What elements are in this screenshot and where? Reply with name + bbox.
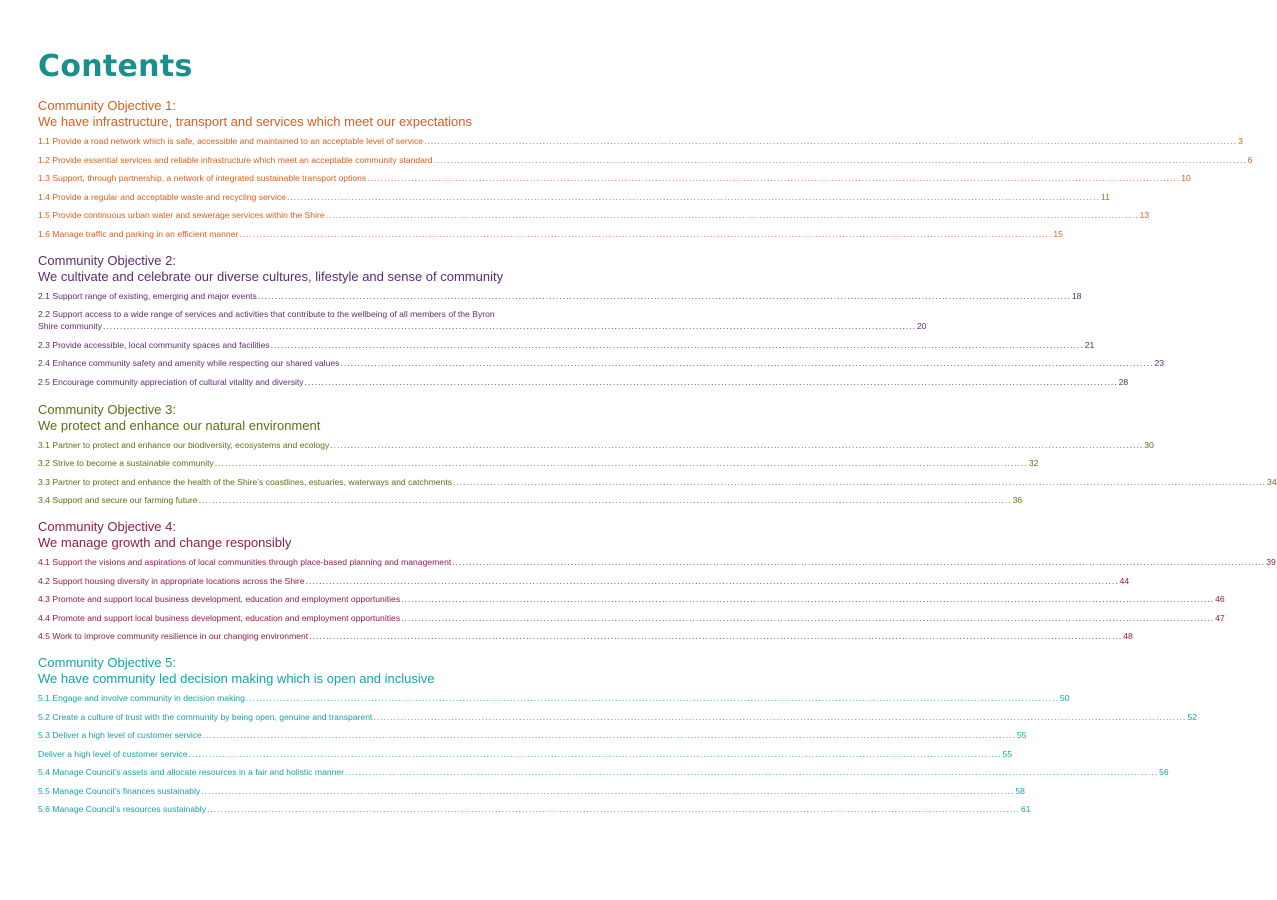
toc-entry-text: 3.4 Support and secure our farming future: [38, 495, 198, 505]
toc-entry-text: 2.5 Encourage community appreciation of cultural vitality and diversity: [38, 376, 304, 387]
toc-entry[interactable]: [38, 154, 1253, 165]
dot-leader: [306, 576, 1119, 586]
objective-heading: Community Objective 3:: [38, 401, 176, 417]
page-number: 55: [1016, 730, 1027, 740]
toc-entry[interactable]: [38, 136, 1243, 146]
toc-entry[interactable]: [38, 767, 1169, 777]
dot-leader: [326, 210, 1139, 220]
toc-entry-text: 1.6 Manage traffic and parking in an efficient manner: [38, 228, 239, 239]
objective-subheading: We protect and enhance our natural environment: [38, 417, 321, 433]
dot-leader: [215, 458, 1028, 468]
dot-leader: [434, 155, 1247, 165]
objective-heading: Community Objective 4:: [38, 519, 176, 534]
toc-entry[interactable]: [38, 804, 1031, 814]
objective-subheading: We have infrastructure, transport and services which meet our expectations: [38, 114, 473, 129]
page-number: 44: [1119, 575, 1130, 586]
toc-entry-text: 5.2 Create a culture of trust with the community by being open, genuine and transparent: [38, 711, 373, 722]
toc-entry[interactable]: [38, 191, 1110, 202]
page-number: 48: [1123, 631, 1133, 641]
dot-leader: [258, 291, 1071, 301]
page-number: 39: [1266, 557, 1276, 567]
toc-entry-text: 4.1 Support the visions and aspirations of local communities through place-based planning and management: [38, 557, 452, 567]
toc-entry[interactable]: [38, 594, 1225, 604]
contents-list: [38, 98, 1277, 814]
toc-entry[interactable]: [38, 309, 927, 331]
page-number: 23: [1154, 358, 1165, 368]
toc-entry-text: 2.4 Enhance community safety and amenity while respecting our shared values: [38, 358, 340, 368]
dot-leader: [103, 321, 916, 331]
toc-entry[interactable]: [38, 785, 1025, 796]
toc-entry-text: 3.2 Strive to become a sustainable community: [38, 458, 214, 468]
dot-leader: [201, 786, 1014, 796]
dot-leader: [199, 495, 1012, 505]
dot-leader: [203, 730, 1016, 740]
objective-section-2: [38, 252, 1165, 387]
page-number: 32: [1028, 458, 1039, 468]
dot-leader: [453, 477, 1266, 487]
dot-leader: [330, 440, 1143, 450]
toc-entry-text: 5.6 Manage Council’s resources sustainably: [38, 804, 206, 814]
objective-heading: Community Objective 5:: [38, 655, 176, 670]
dot-leader: [309, 631, 1122, 641]
dot-leader: [207, 804, 1020, 814]
page-number: 58: [1015, 785, 1025, 796]
toc-entry[interactable]: [38, 290, 1082, 301]
page-number: 56: [1159, 767, 1169, 777]
toc-entry-text: 5.1 Engage and involve community in decision making: [38, 693, 245, 703]
page-number: 50: [1059, 693, 1070, 703]
toc-entry[interactable]: [38, 476, 1277, 487]
dot-leader: [305, 377, 1118, 387]
toc-entry-text: 5.5 Manage Council’s finances sustainably: [38, 785, 201, 796]
page-number: 28: [1118, 376, 1129, 387]
toc-entry[interactable]: [38, 575, 1130, 586]
page-number: 52: [1187, 711, 1197, 722]
toc-entry-text: 4.3 Promote and support local business development, education and employment opportunities: [38, 594, 401, 604]
page-number: 18: [1071, 290, 1082, 301]
dot-leader: [345, 767, 1158, 777]
page-number: 30: [1144, 439, 1154, 450]
dot-leader: [401, 613, 1214, 623]
toc-entry-text: 4.5 Work to improve community resilience in our changing environment: [38, 631, 309, 641]
page-number: 36: [1012, 495, 1023, 505]
dot-leader: [424, 136, 1237, 146]
toc-entry[interactable]: [38, 495, 1023, 505]
page-number: 11: [1100, 191, 1110, 202]
toc-entry[interactable]: [38, 730, 1027, 740]
toc-entry[interactable]: [38, 228, 1063, 239]
toc-entry[interactable]: [38, 612, 1225, 623]
page-number: 21: [1084, 339, 1095, 350]
page-number: 10: [1181, 173, 1191, 183]
toc-entry-text: 1.4 Provide a regular and acceptable waste and recycling service: [38, 191, 286, 202]
dot-leader: [367, 173, 1180, 183]
contents-page: [38, 49, 1277, 823]
dot-leader: [239, 229, 1052, 239]
toc-entry-text: 4.2 Support housing diversity in appropriate locations across the Shire: [38, 575, 305, 586]
toc-entry-text: 2.3 Provide accessible, local community spaces and facilities: [38, 339, 270, 350]
page-title: Contents: [38, 49, 193, 84]
page-number: 61: [1021, 804, 1031, 814]
toc-entry[interactable]: [38, 557, 1276, 567]
toc-entry[interactable]: [38, 693, 1070, 703]
objective-section-3: [38, 401, 1277, 506]
objective-subheading: We have community led decision making which is open and inclusive: [38, 671, 435, 686]
toc-entry-text: 5.4 Manage Council’s assets and allocate resources in a fair and holistic manner: [38, 767, 345, 777]
toc-entry-text: 3.3 Partner to protect and enhance the health of the Shire’s coastlines, estuaries, waterways and catchments: [38, 476, 453, 487]
objective-subheading: We manage growth and change responsibly: [38, 535, 292, 550]
toc-entry[interactable]: [38, 748, 1013, 759]
toc-entry-text: 1.5 Provide continuous urban water and sewerage services within the Shire: [38, 210, 325, 220]
page-number: 20: [917, 321, 927, 331]
page-number: 47: [1215, 612, 1225, 623]
toc-entry-text: 1.1 Provide a road network which is safe, accessible and maintained to an acceptable level of service: [38, 136, 424, 146]
page-number: 55: [1002, 748, 1013, 759]
toc-entry[interactable]: [38, 339, 1095, 350]
toc-entry-text: 4.4 Promote and support local business development, education and employment opportunities: [38, 612, 401, 623]
page-number: 15: [1053, 228, 1063, 239]
objective-section-4: [38, 519, 1276, 641]
dot-leader: [340, 358, 1153, 368]
toc-entry[interactable]: [38, 358, 1165, 368]
toc-entry[interactable]: [38, 173, 1191, 183]
toc-entry[interactable]: [38, 631, 1133, 641]
page-number: 6: [1247, 154, 1253, 165]
dot-leader: [401, 594, 1214, 604]
toc-entry[interactable]: [38, 376, 1129, 387]
dot-leader: [189, 749, 1002, 759]
dot-leader: [246, 693, 1059, 703]
toc-entry-text: 1.2 Provide essential services and reliable infrastructure which meet an acceptable community standard: [38, 154, 433, 165]
dot-leader: [452, 557, 1265, 567]
toc-entry[interactable]: [38, 210, 1150, 220]
toc-entry-text: 3.1 Partner to protect and enhance our biodiversity, ecosystems and ecology: [38, 439, 330, 450]
toc-entry-text: Deliver a high level of customer service: [38, 748, 188, 759]
toc-entry[interactable]: [38, 439, 1154, 450]
dot-leader: [373, 712, 1186, 722]
toc-entry-text: 5.3 Deliver a high level of customer service: [38, 730, 202, 740]
toc-entry-text: 1.3 Support, through partnership, a network of integrated sustainable transport options: [38, 173, 367, 183]
page-number: 13: [1139, 210, 1150, 220]
objective-section-1: [38, 98, 1253, 239]
toc-entry-text-continued: Shire community: [38, 321, 102, 331]
dot-leader: [271, 340, 1084, 350]
page-number: 3: [1238, 136, 1243, 146]
objective-heading: Community Objective 1:: [38, 98, 176, 113]
toc-entry-text: 2.1 Support range of existing, emerging and major events: [38, 290, 257, 301]
toc-entry-text: 2.2 Support access to a wide range of services and activities that contribute to the wellbeing of all members of the Byron: [38, 309, 495, 319]
toc-entry[interactable]: [38, 711, 1197, 722]
dot-leader: [287, 192, 1100, 202]
objective-heading: Community Objective 2:: [38, 252, 176, 268]
page-number: 46: [1215, 594, 1225, 604]
page-number: 34: [1267, 476, 1277, 487]
objective-subheading: We cultivate and celebrate our diverse cultures, lifestyle and sense of community: [38, 268, 504, 284]
objective-section-5: [38, 655, 1197, 814]
toc-entry[interactable]: [38, 458, 1039, 468]
